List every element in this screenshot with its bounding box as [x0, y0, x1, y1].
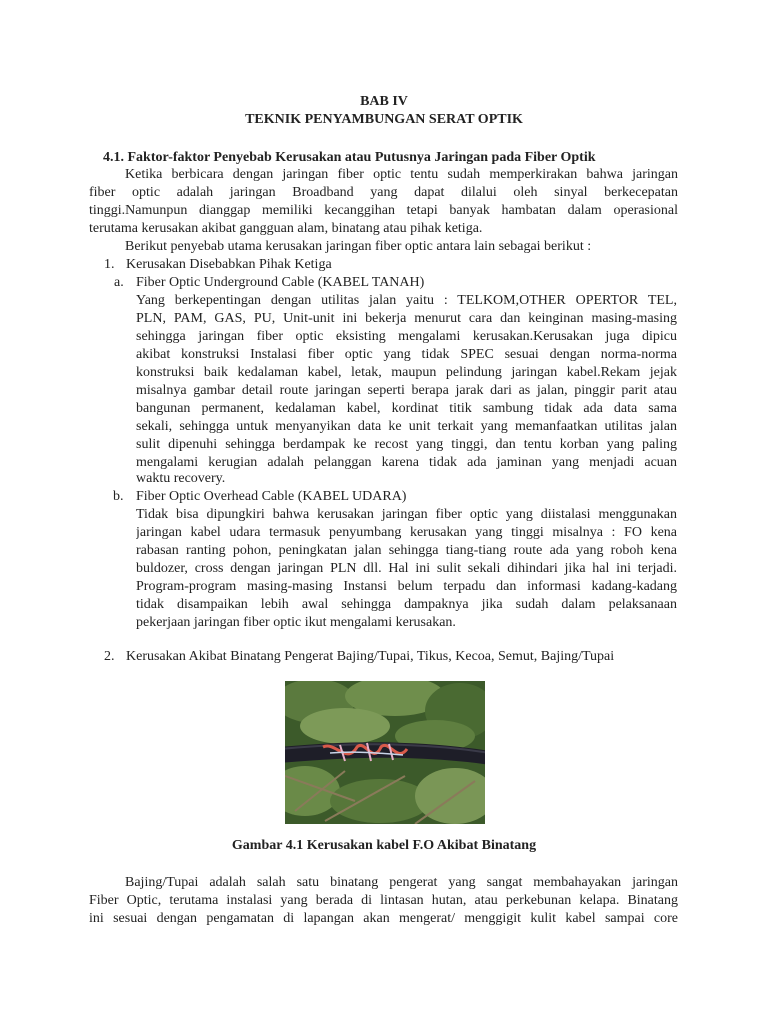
paragraph-line: mengalami kerugian adalah pelanggan karena tidak ada jaminan yang menjadi acuan — [136, 455, 677, 470]
paragraph-line: terutama kerusakan akibat gangguan alam, binatang atau pihak ketiga. — [89, 221, 483, 236]
paragraph-line: Tidak bisa dipungkiri bahwa kerusakan jaringan fiber optic yang diistalasi menggunakan — [136, 507, 677, 522]
paragraph-line: jaringan kabel udara termasuk penyumbang kerusakan yang tinggi misalnya : FO kena — [136, 525, 677, 540]
figure-caption: Gambar 4.1 Kerusakan kabel F.O Akibat Binatang — [231, 838, 537, 853]
paragraph-line: konstruksi baik kedalaman kabel, letak, maupun pelindung jaringan kabel.Rekam jejak — [136, 365, 677, 380]
list-number: 1. — [104, 257, 115, 272]
paragraph-line: Yang berkepentingan dengan utilitas jalan yaitu : TELKOM,OTHER OPERTOR TEL, — [136, 293, 677, 308]
damaged-cable-photo — [285, 681, 485, 824]
paragraph-line: ini sesuai dengan pengamatan di lapangan akan mengerat/ menggigit kulit kabel sampai core — [89, 911, 678, 926]
list-number: 2. — [104, 649, 115, 664]
paragraph-line: fiber optic adalah jaringan Broadband yang dapat dilalui oleh sinyal berkecepatan — [89, 185, 678, 200]
paragraph-line: pekerjaan jaringan fiber optic ikut mengalami kerusakan. — [136, 615, 456, 630]
paragraph-line: sulit dipenuhi sehingga berdampak ke recost yang tinggi, dan tentu korban yang paling — [136, 437, 677, 452]
list-item-label: Kerusakan Disebabkan Pihak Ketiga — [126, 257, 332, 272]
paragraph-line: Ketika berbicara dengan jaringan fiber optic tentu sudah memperkirakan bahwa jaringan — [125, 167, 678, 182]
chapter-title: TEKNIK PENYAMBUNGAN SERAT OPTIK — [245, 112, 523, 127]
chapter-number: BAB IV — [360, 94, 408, 109]
paragraph-line: tinggi.Namunpun dianggap memiliki kecanggihan tetapi banyak hambatan dalam operasional — [89, 203, 678, 218]
paragraph-line: bangunan permanent, kedalaman kabel, kordinat titik sambung tidak ada data sama — [136, 401, 677, 416]
paragraph-line: buldozer, cross dengan jaringan PLN dll. Hal ini sulit sekali dihindari jika hal ini terjadi. — [136, 561, 677, 576]
paragraph-line: sekali, sehingga untuk menyanyikan data ke unit terkait yang memanfaatkan utilitas jalan — [136, 419, 677, 434]
section-heading: 4.1. Faktor-faktor Penyebab Kerusakan atau Putusnya Jaringan pada Fiber Optik — [103, 150, 596, 165]
photo-illustration — [285, 681, 485, 824]
paragraph-line: akibat konstruksi Instalasi fiber optic yang tidak SPEC sesuai dengan norma-norma — [136, 347, 677, 362]
paragraph-line: Program-program masing-masing Instansi belum terpadu dan informasi kadang-kadang — [136, 579, 677, 594]
paragraph-line: Fiber Optic, terutama instalasi yang berada di lintasan hutan, atau perkebunan kelapa. Binatang — [89, 893, 678, 908]
paragraph-line: tidak disampaikan lebih awal sehingga dampaknya jika sudah dalam pelaksanaan — [136, 597, 677, 612]
paragraph-line: misalnya gambar detail route jaringan seperti berapa jarak dari as jalan, pinggir parit atau — [136, 383, 677, 398]
paragraph-line: Berikut penyebab utama kerusakan jaringan fiber optic antara lain sebagai berikut : — [125, 239, 592, 254]
paragraph-line: Bajing/Tupai adalah salah satu binatang pengerat yang sangat membahayakan jaringan — [125, 875, 678, 890]
sublist-title: Fiber Optic Overhead Cable (KABEL UDARA) — [136, 489, 407, 504]
paragraph-line: sehingga jaringan fiber optic eksisting mengalami kerusakan.Kerusakan juga dipicu — [136, 329, 677, 344]
paragraph-line: waktu recovery. — [136, 471, 226, 486]
list-item-label: Kerusakan Akibat Binatang Pengerat Bajing/Tupai, Tikus, Kecoa, Semut, Bajing/Tupai — [126, 649, 615, 664]
sublist-marker: a. — [114, 275, 124, 290]
paragraph-line: rabasan ranting pohon, peningkatan jalan sehingga tiang-tiang route ada yang roboh kena — [136, 543, 677, 558]
paragraph-line: PLN, PAM, GAS, PU, Unit-unit ini bekerja menurut cara dan keinginan masing-masing — [136, 311, 677, 326]
sublist-marker: b. — [113, 489, 124, 504]
sublist-title: Fiber Optic Underground Cable (KABEL TANAH) — [136, 275, 425, 290]
